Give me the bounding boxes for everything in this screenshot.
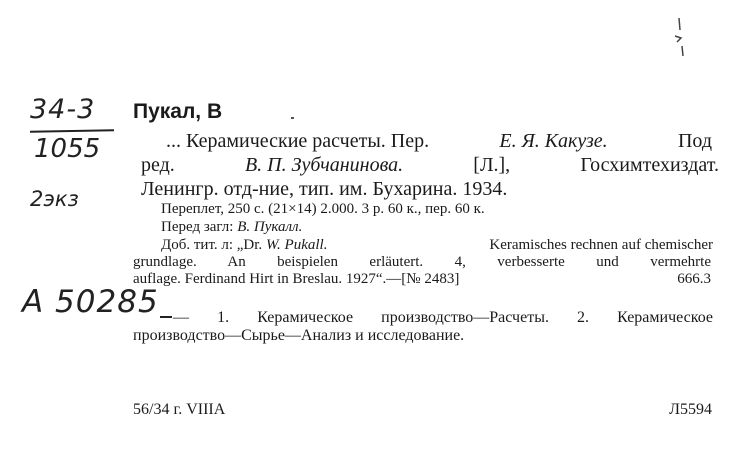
editor-prefix: Под bbox=[677, 130, 712, 152]
subject-line-2: производство—Сырье—Анализ и исследование. bbox=[133, 327, 465, 344]
parallel-title-line-1 bbox=[161, 237, 713, 254]
title-text: ... Керамические расчеты. Пер. bbox=[166, 130, 430, 152]
editor-name: В. П. Зубчанинова. bbox=[244, 154, 404, 176]
physical-description: Переплет, 250 с. (21×14) 2.000. 3 р. 60 к., пер. 60 к. bbox=[161, 201, 485, 217]
inventory-underline bbox=[160, 316, 172, 318]
imprint-line: Ленингр. отд-ние, тип. им. Бухарина. 1934. bbox=[141, 178, 508, 200]
print-number: Л5594 bbox=[669, 401, 712, 418]
classification-number: 666.3 bbox=[677, 271, 711, 287]
shelf-mark-divider bbox=[30, 129, 114, 132]
author-heading: Пукал, В bbox=[133, 100, 223, 123]
ink-speck bbox=[291, 117, 294, 119]
copies-note: 2экз bbox=[30, 187, 79, 211]
parallel-imprint: auflage. Ferdinand Hirt in Breslau. 1927“.—[№ 2483] bbox=[133, 271, 460, 287]
parallel-title-text: Keramisches rechnen auf chemischer bbox=[489, 237, 713, 253]
pencil-mark-icon bbox=[669, 16, 687, 58]
note-label: Перед загл: bbox=[161, 219, 234, 235]
shelf-mark-top: 34-3 bbox=[30, 94, 96, 125]
parallel-title-line-3 bbox=[133, 271, 711, 288]
parallel-title-label: Доб. тит. л: „Dr. bbox=[161, 237, 263, 253]
place: [Л.], bbox=[473, 154, 511, 176]
parallel-title-line-2: grundlage. An beispielen erläutert. 4, verbesserte und vermehrte bbox=[133, 254, 711, 270]
note-author: В. Пукалл. bbox=[237, 219, 303, 235]
parallel-author: W. Pukall. bbox=[265, 237, 328, 253]
title-line-1 bbox=[166, 130, 712, 153]
note-title-preface bbox=[161, 219, 302, 236]
inventory-number: А 50285 bbox=[22, 284, 159, 320]
card-code: 56/34 г. VIIIA bbox=[133, 401, 226, 418]
subject-line-1: — 1. Керамическое производство—Расчеты. 2. Керамическое bbox=[173, 309, 713, 326]
shelf-mark-bottom: 1055 bbox=[34, 134, 101, 164]
publisher: Госхимтехиздат. bbox=[580, 154, 719, 176]
editor-prefix-2: ред. bbox=[141, 154, 175, 176]
title-line-2 bbox=[141, 154, 719, 177]
translator-name: Е. Я. Какузе. bbox=[499, 130, 608, 152]
